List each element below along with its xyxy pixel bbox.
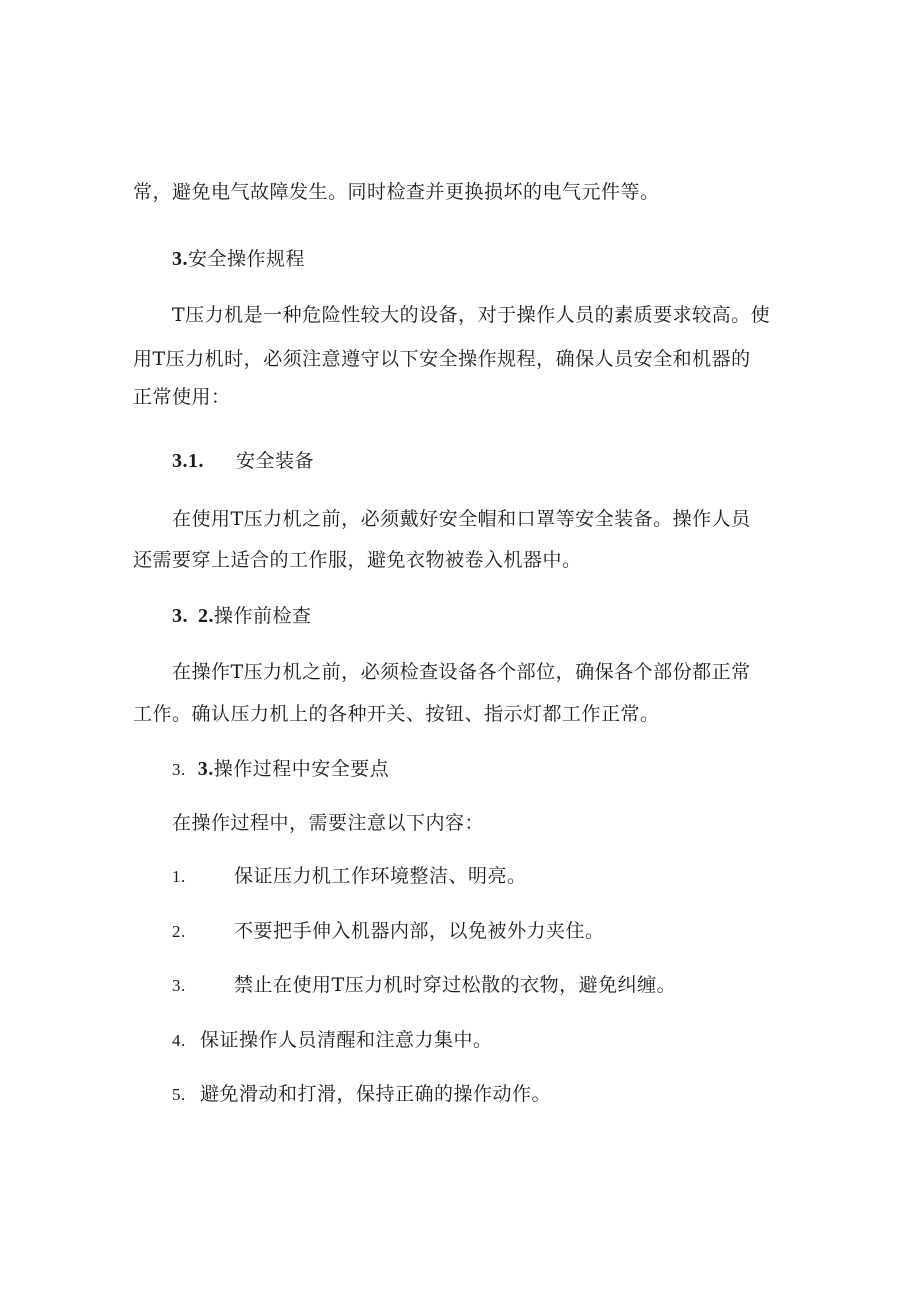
list-item-number: 1.	[172, 867, 186, 886]
list-item-text: 禁止在使用T压力机时穿过松散的衣物，避免纠缠。	[234, 974, 677, 996]
list-item-text: 保证操作人员清醒和注意力集中。	[200, 1029, 493, 1051]
section-3-intro-line-2: 用T压力机时，必须注意遵守以下安全操作规程，确保人员安全和机器的	[133, 348, 751, 370]
list-item-text: 避免滑动和打滑，保持正确的操作动作。	[200, 1083, 552, 1105]
list-item	[172, 863, 527, 890]
subsection-3-3-number-b: 3.	[197, 758, 214, 780]
subsection-3-1-body-line-1: 在使用T压力机之前，必须戴好安全帽和口罩等安全装备。操作人员	[172, 508, 751, 530]
list-item-number: 4.	[172, 1031, 186, 1050]
section-3-intro-line-1: T压力机是一种危险性较大的设备，对于操作人员的素质要求较高。使	[172, 304, 771, 326]
subsection-3-1-number: 3.1.	[172, 450, 204, 472]
list-item	[172, 1081, 551, 1108]
subsection-3-2-number-b: 2.	[198, 605, 214, 627]
list-item-number: 5.	[172, 1085, 186, 1104]
list-item-number: 3.	[172, 976, 186, 995]
list-item	[172, 1027, 493, 1054]
continuation-line: 常，避免电气故障发生。同时检查并更换损坏的电气元件等。	[133, 181, 660, 203]
subsection-3-2-body-line-1: 在操作T压力机之前，必须检查设备各个部位，确保各个部份都正常	[172, 661, 751, 683]
list-item-text: 保证压力机工作环境整洁、明亮。	[234, 865, 527, 887]
section-3-title: 安全操作规程	[188, 248, 306, 270]
subsection-3-2-body-line-2: 工作。确认压力机上的各种开关、按钮、指示灯都工作正常。	[133, 703, 660, 725]
subsection-3-1-title: 安全装备	[236, 450, 315, 472]
subsection-3-3-heading	[172, 756, 389, 783]
section-3-number: 3.	[172, 248, 188, 270]
section-3-heading	[172, 246, 305, 272]
subsection-3-3-intro: 在操作过程中，需要注意以下内容：	[172, 812, 485, 834]
subsection-3-2-title: 操作前检查	[214, 605, 312, 627]
section-3-intro-line-3: 正常使用：	[133, 386, 231, 408]
subsection-3-3-number-a: 3.	[172, 760, 186, 779]
subsection-3-3-title: 操作过程中安全要点	[213, 758, 390, 780]
list-item	[172, 972, 676, 999]
subsection-3-1-body-line-2: 还需要穿上适合的工作服，避免衣物被卷入机器中。	[133, 549, 582, 571]
subsection-3-2-heading	[172, 603, 312, 629]
subsection-3-2-number-a: 3.	[172, 605, 188, 627]
subsection-3-1-heading	[172, 448, 314, 474]
list-item-number: 2.	[172, 922, 186, 941]
list-item	[172, 918, 605, 945]
list-item-text: 不要把手伸入机器内部，以免被外力夹住。	[234, 920, 605, 942]
